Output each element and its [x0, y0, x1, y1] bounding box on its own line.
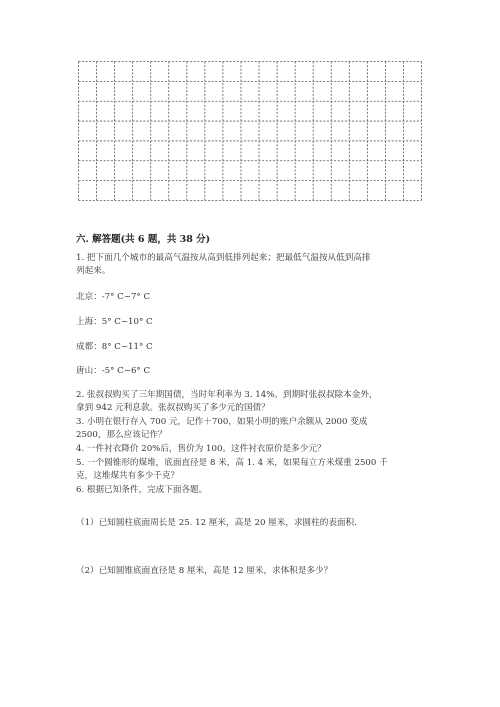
question-6-sub-2: （2）已知圆锥底面直径是 8 厘米，高是 12 厘米，求体积是多少？ — [76, 566, 333, 576]
section-title: 六. 解答题(共 6 题，共 38 分) — [76, 234, 211, 245]
city-tangshan: 唐山：-5° C~6° C — [76, 366, 151, 376]
question-2-line-2: 拿到 942 元利息款。张叔叔购买了多少元的国债？ — [76, 403, 270, 413]
question-1-line-1: 1. 把下面几个城市的最高气温按从高到低排列起来；把最低气温按从低到高排 — [76, 253, 371, 263]
question-3-line-2: 2500，那么应该记作？ — [76, 430, 167, 440]
question-6-sub-1: （1）已知圆柱底面周长是 25. 12 厘米，高是 20 厘米，求圆柱的表面积. — [76, 518, 357, 528]
question-3-line-1: 3. 小明在银行存入 700 元，记作＋700，如果小明的账户余额从 2000 变成 — [76, 417, 368, 427]
writing-grid — [78, 61, 422, 201]
question-4: 4. 一件衬衣降价 20%后，售价为 100。这件衬衣原价是多少元？ — [76, 444, 326, 454]
city-shanghai: 上海：5° C~10° C — [76, 317, 153, 327]
question-1-line-2: 列起来。 — [76, 266, 111, 276]
city-beijing: 北京：-7° C~7° C — [76, 292, 151, 302]
question-5-line-1: 5. 一个圆锥形的煤堆，底面直径是 8 米，高 1. 4 米，如果每立方米煤重 2500 千 — [76, 458, 388, 468]
question-6: 6. 根据已知条件，完成下面各题。 — [76, 485, 208, 495]
writing-grid-lines — [78, 61, 422, 201]
city-chengdu: 成都：8° C~11° C — [76, 342, 153, 352]
question-2-line-1: 2. 张叔叔购买了三年期国债，当时年利率为 3. 14%。到期时张叔叔除本金外， — [76, 390, 378, 400]
question-5-line-2: 克，这堆煤共有多少千克？ — [76, 471, 180, 481]
